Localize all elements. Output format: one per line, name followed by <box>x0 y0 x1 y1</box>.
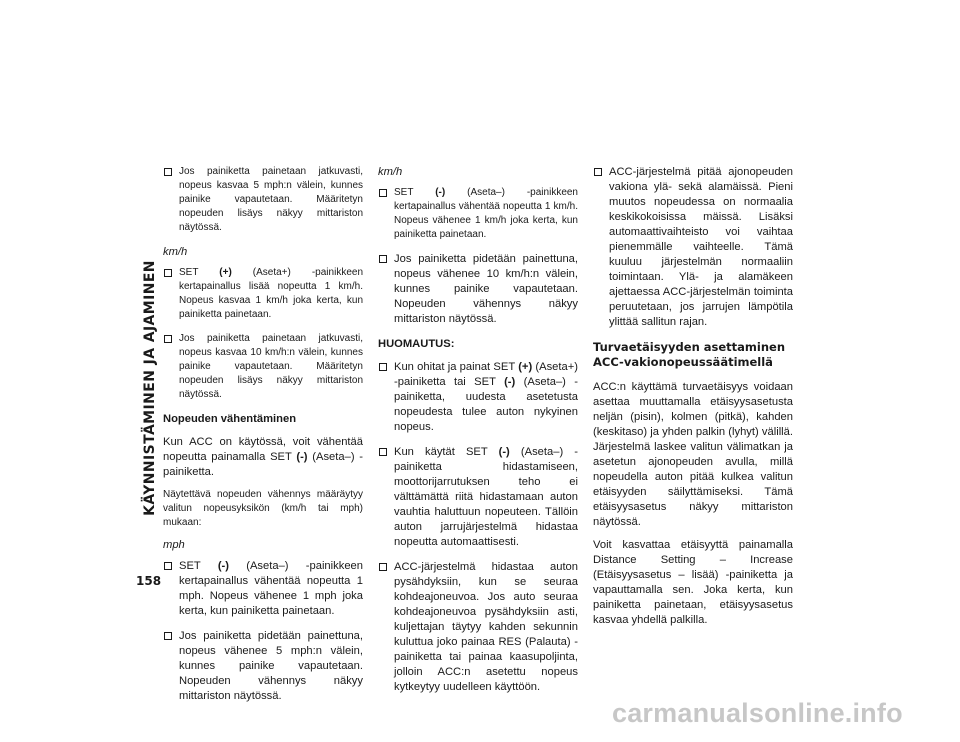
bullet-square-icon <box>164 562 172 570</box>
watermark-text: carmanualsonline.info <box>612 698 903 728</box>
bullet-text: SET (-) (Aseta–) -painikkeen kertapainallus vähentää nopeutta 1 km/h. Nopeus vähenee 1 km/h joka kerta, kun painiketta painetaan. <box>394 187 578 240</box>
bullet-square-icon <box>379 563 387 571</box>
chapter-side-tab <box>138 150 162 625</box>
bullet-square-icon <box>164 269 172 277</box>
note-heading: HUOMAUTUS: <box>378 338 455 350</box>
unit-label-kmh: km/h <box>163 246 188 258</box>
bullet-square-icon <box>164 335 172 343</box>
list-item <box>163 332 363 402</box>
bullet-text: SET (-) (Aseta–) -painikkeen kertapainallus vähentää nopeutta 1 mph. Nopeus vähenee 1 mph joka kerta, kun painiketta painetaan. <box>179 560 363 617</box>
bullet-square-icon <box>594 168 602 176</box>
list-item <box>163 165 363 235</box>
bullet-square-icon <box>379 363 387 371</box>
bullet-square-icon <box>379 448 387 456</box>
unit-label-kmh: km/h <box>378 166 403 178</box>
column-1 <box>163 165 363 714</box>
section-heading: Nopeuden vähentäminen <box>163 413 297 425</box>
paragraph: ACC:n käyttämä turvaetäisyys voidaan asettaa muuttamalla etäisyysasetusta neljän (pisin), kolmen (pitkä), kahden (keskitaso) ja yhden palkin (lyhyt) välillä. Järjestelmä laskee valitun välimatkan ja asetetun ajonopeuden avulla, millä nopeudella auton pitää kulkea valitun etäisyyden säilyttämiseksi. Tämä etäisyysasetus näkyy mittariston näytössä. <box>593 381 793 528</box>
list-item <box>378 252 578 327</box>
bullet-text: Jos painiketta pidetään painettuna, nopeus vähenee 5 mph:n välein, kunnes painike vapautetaan. Nopeuden vähennys näkyy mittariston näytössä. <box>179 630 363 702</box>
bullet-text: SET (+) (Aseta+) -painikkeen kertapainallus lisää nopeutta 1 km/h. Nopeus kasvaa 1 km/h joka kerta, kun painiketta painetaan. <box>179 267 363 320</box>
list-item <box>378 560 578 695</box>
unit-label-mph: mph <box>163 539 185 551</box>
bullet-text: Jos painiketta pidetään painettuna, nopeus vähenee 10 km/h:n välein, kunnes painike vapautetaan. Nopeuden vähennys näkyy mittariston näytössä. <box>394 253 578 325</box>
page-number: 158 <box>136 574 162 588</box>
list-item <box>378 445 578 550</box>
chapter-title: KÄYNNISTÄMINEN JA AJAMINEN <box>142 259 159 516</box>
bullet-square-icon <box>164 632 172 640</box>
bullet-text: ACC-järjestelmä hidastaa auton pysähdyksiin, kun se seuraa kohdeajoneuvoa. Jos auto seuraa kohdeajoneuvoa pysähdyksiin asti, kuljettajan täytyy kahden sekunnin kuluttua joko painaa RES (Palauta) -painiketta tai painaa kaasupoljinta, jolloin ACC:n asetettu nopeus kytkeytyy uudelleen käyttöön. <box>394 561 578 693</box>
bullet-square-icon <box>379 189 387 197</box>
bullet-square-icon <box>379 255 387 263</box>
bullet-text: Jos painiketta painetaan jatkuvasti, nopeus kasvaa 10 km/h:n välein, kunnes painike vapautetaan. Määritetyn nopeuden lisäys näkyy mittariston näytössä. <box>179 333 363 400</box>
list-item <box>378 360 578 435</box>
bullet-text: Kun käytät SET (-) (Aseta–) -painiketta hidastamiseen, moottorijarrutuksen teho ei välttämättä riitä hidastamaan auton vauhtia haluttuun nopeuteen. Tällöin auton jarrujärjestelmä hidastaa nopeutta automaattisesti. <box>394 446 578 548</box>
bullet-square-icon <box>164 168 172 176</box>
bullet-text: ACC-järjestelmä pitää ajonopeuden vakiona ylä- sekä alamäissä. Pieni muutos nopeudessa on normaalia keskikokoisissa mäissä. Lisäksi automaattivaihteisto voi vaihtaa pienemmälle vaihteelle. Tämä kuuluu järjestelmän normaaliin toimintaan. Ylä- ja alamäkeen ajettaessa ACC-järjestelmän toiminta peruutetaan, jos jarrujen lämpötila ylittää sallitun rajan. <box>609 166 793 328</box>
list-item <box>593 165 793 330</box>
paragraph: Näytettävä nopeuden vähennys määräytyy valitun nopeusyksikön (km/h tai mph) mukaan: <box>163 489 363 528</box>
paragraph: Voit kasvattaa etäisyyttä painamalla Distance Setting – Increase (Etäisyysasetus – lisää) -painiketta ja vapauttamalla sen. Joka kerta, kun painiketta painetaan, etäisyysasetus kasvaa yhdellä palkilla. <box>593 539 793 626</box>
section-title: Turvaetäisyyden asettaminen ACC-vakionopeussäätimellä <box>593 340 786 369</box>
column-2 <box>378 165 578 705</box>
paragraph: Kun ACC on käytössä, voit vähentää nopeutta painamalla SET (-) (Aseta–) -painiketta. <box>163 436 363 478</box>
list-item <box>378 186 578 242</box>
column-3 <box>593 165 793 636</box>
list-item <box>163 559 363 619</box>
bullet-text: Jos painiketta painetaan jatkuvasti, nopeus kasvaa 5 mph:n välein, kunnes painike vapautetaan. Määritetyn nopeuden lisäys näkyy mittariston näytössä. <box>179 166 363 233</box>
bullet-text: Kun ohitat ja painat SET (+) (Aseta+) -painiketta tai SET (-) (Aseta–) -painiketta, uudesta asetetusta nopeudesta tulee auton nykyinen nopeus. <box>394 361 578 433</box>
list-item <box>163 629 363 704</box>
list-item <box>163 266 363 322</box>
